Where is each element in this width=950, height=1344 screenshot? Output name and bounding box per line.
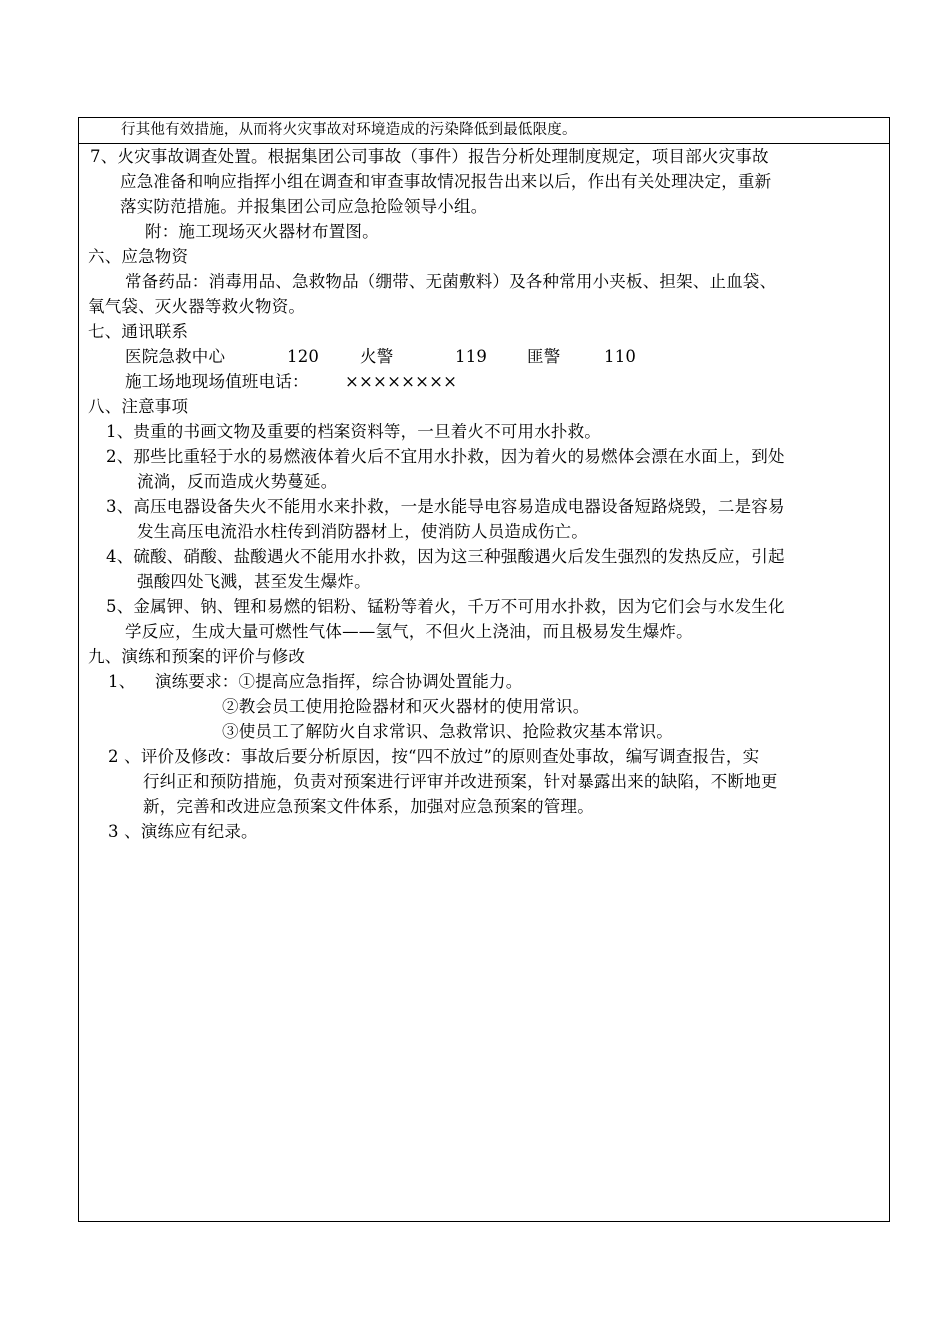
drill-req-line2: ②教会员工使用抢险器材和灭火器材的使用常识。 — [222, 697, 590, 716]
evaluation-line3: 新，完善和改进应急预案文件体系，加强对应急预案的管理。 — [143, 797, 594, 816]
duty-phone-label: 施工场地现场值班电话： — [125, 372, 309, 391]
note5-line1: 5、金属钾、钠、锂和易燃的铝粉、锰粉等着火，千万不可用水扑救，因为它们会与水发生化 — [106, 597, 785, 616]
evaluation-line2: 行纠正和预防措施，负责对预案进行评审并改进预案，针对暴露出来的缺陷，不断地更 — [143, 772, 778, 791]
item7-line3: 落实防范措施。并报集团公司应急抢险领导小组。 — [120, 197, 488, 216]
evaluation-line1: 2 、评价及修改：事故后要分析原因，按“四不放过”的原则查处事故，编写调查报告，实 — [108, 747, 760, 766]
continued-text: 行其他有效措施，从而将火灾事故对环境造成的污染降低到最低限度。 — [121, 122, 577, 138]
contact-fire-label: 火警 — [360, 347, 394, 366]
note4-line1: 4、硫酸、硝酸、盐酸遇火不能用水扑救，因为这三种强酸遇火后发生强烈的发热反应，引起 — [106, 547, 785, 566]
contact-hospital-number: 120 — [287, 347, 320, 366]
item7-attachment: 附：施工现场灭火器材布置图。 — [145, 222, 379, 241]
section8-heading: 八、注意事项 — [88, 397, 189, 416]
note1: 1、贵重的书画文物及重要的档案资料等，一旦着火不可用水扑救。 — [106, 422, 601, 441]
contact-police-number: 110 — [604, 347, 637, 366]
item7-line2: 应急准备和响应指挥小组在调查和审查事故情况报告出来以后，作出有关处理决定，重新 — [120, 172, 772, 191]
duty-phone-number: ×××××××× — [345, 372, 458, 391]
drill-req-line3: ③使员工了解防火自求常识、急救常识、抢险救灾基本常识。 — [222, 722, 673, 741]
section6-line2: 氧气袋、灭火器等救火物资。 — [88, 297, 306, 316]
contact-police-label: 匪警 — [527, 347, 561, 366]
section6-heading: 六、应急物资 — [88, 247, 189, 266]
section7-heading: 七、通讯联系 — [88, 322, 189, 341]
note5-line2: 学反应，生成大量可燃性气体——氢气，不但火上浇油，而且极易发生爆炸。 — [125, 622, 693, 641]
item7-line1: 7、火灾事故调查处置。根据集团公司事故（事件）报告分析处理制度规定，项目部火灾事故 — [90, 147, 769, 166]
drill-req-line1: 演练要求：①提高应急指挥，综合协调处置能力。 — [155, 672, 523, 691]
note2-line1: 2、那些比重轻于水的易燃液体着火后不宜用水扑救，因为着火的易燃体会漂在水面上，到处 — [106, 447, 785, 466]
note4-line2: 强酸四处飞溅，甚至发生爆炸。 — [137, 572, 371, 591]
drill-record: 3 、演练应有纪录。 — [108, 822, 258, 841]
contact-fire-number: 119 — [455, 347, 488, 366]
drill-req-number: 1、 — [108, 672, 136, 691]
contact-hospital-label: 医院急救中心 — [125, 347, 226, 366]
note3-line1: 3、高压电器设备失火不能用水来扑救，一是水能导电容易造成电器设备短路烧毁，二是容易 — [106, 497, 785, 516]
continued-text-cell — [79, 118, 889, 144]
section9-heading: 九、演练和预案的评价与修改 — [88, 647, 306, 666]
note2-line2: 流淌，反而造成火势蔓延。 — [137, 472, 338, 491]
section6-line1: 常备药品：消毒用品、急救物品（绷带、无菌敷料）及各种常用小夹板、担架、止血袋、 — [125, 272, 777, 291]
note3-line2: 发生高压电流沿水柱传到消防器材上，使消防人员造成伤亡。 — [137, 522, 588, 541]
